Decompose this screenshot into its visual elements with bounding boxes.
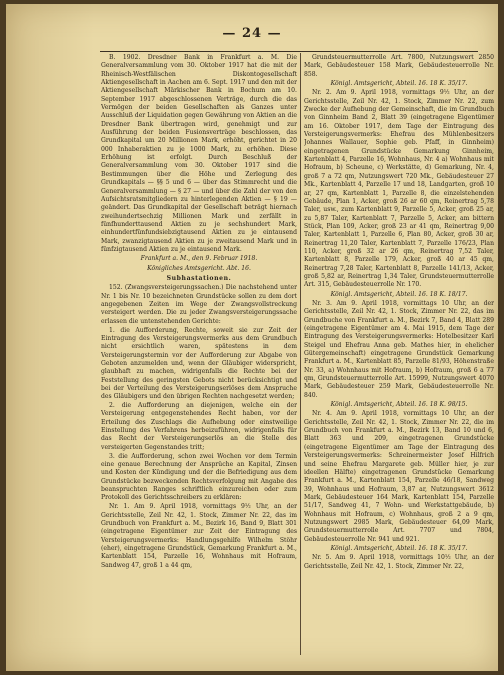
text-paragraph: Nr. 5. Am 9. April 1918, vormittags 10½ Uhr, an der Gerichtsstelle, Zeil Nr. 42, 1. Stock, Zimmer Nr. 22, [304,554,494,570]
text-paragraph: B. 1902. Dresdner Bank in Frankfurt a. M. Die Generalversammlung vom 30. Oktober 1917 hat die mit der Rheinisch-Westfälischen Diskontogesellschaft Aktiengesellschaft in Aachen am 6. Sept. 1917 und den mit der Aktiengesellschaft Märkischer Bank in Bochum am 10. September 1917 abgeschlossenen Verträge, durch die das Vermögen der beiden Gesellschaften als Ganzes unter Ausschluß der Liquidation gegen Gewährung von Aktien an die Dresdner Bank übertragen wird, genehmigt und zur Ausführung der beiden Fusionsverträge beschlossen, das Grundkapital um 20 Millionen Mark, erhöht, gerichtet in 20 000 Inhaberaktien zu je 1000 Mark, zu erhöhen. Diese Erhöhung ist erfolgt. Durch Beschluß der Generalversammlung vom 30. Oktober 1917 sind die Bestimmungen über die Höhe und Zerlegung des Grundkapitals — §§ 5 und 6 — über das Stimmrecht und die Generalversammlung — § 27 — und über die Zahl der von den Aufsichtsratsmitgliedern zu hinterlegenden Aktien — § 19 — geändert. Das Grundkapital der Gesellschaft beträgt hiernach zweihundertsechzig Millionen Mark und zerfällt in fünfhunderttausend Aktien zu je sechshundert Mark, einhundertfünfundsiebzigtausend Aktien zu je eintausend Mark, zwanzigtausend Aktien zu je zweitausend Mark und in fünfzigtausend Aktien zu je eintausend Mark. [101,54,297,253]
signature-line: Königliches Amtsgericht. Abt. 16. [147,264,251,272]
text-paragraph: 152. (Zwangsversteigerungssachen.) Die nachstehend unter Nr. 1 bis Nr. 10 bezeichneten Grundstücke sollen zu dem dort angegebenen Zeiten im Wege der Zwangsvollstreckung versteigert werden. Die zu jeder Zwangsversteigerungssache erlassen die untenstehenden Gerichte: [101,284,297,325]
text-paragraph: 3. die Aufforderung, schon zwei Wochen vor dem Termin eine genaue Berechnung der Ansprüche an Kapital, Zinsen und Kosten der Kündigung und der die Befriedigung aus dem Grundstücke bezweckenden Rechtsverfolgung mit Angabe des beanspruchten Ranges schriftlich einzureichen oder zum Protokoll des Gerichtsschreibers zu erklären: [101,452,297,502]
text-paragraph: Nr. 4. Am 9. April 1918, vormittags 10 Uhr, an der Gerichtsstelle, Zeil Nr. 42, 1. Stock, Zimmer Nr. 22, die im Grundbuch von Frankfurt a. M., Bezirk 13, Band 10 und 6, Blatt 363 und 209, eingetragenen Grundstücke (eingetragene Eigentümer am Tage der Eintragung des Versteigerungsvermerks: Schreinermeister Josef Hilfrich und seine Ehefrau Margarete geb. Müller hier, je zur ideellen Hälfte) eingetragenen Grundstücke Gemarkung Frankfurt a. M., Kartenblatt 154, Parzelle 46/18, Sandweg 39, Wohnhaus und Hofraum, 3,87 ar, Nutzungswert 3612 Mark, Gebäudesteuer 164 Mark, Kartenblatt 154, Parzelle 51/17, Sandweg 41, 7 Wohn- und Werkstattgebäude, b) Wohnhaus mit Hofraum, c) Wohnhaus, groß 2 a 9 qm, Nutzungswert 2985 Mark, Gebäudesteuer 64,09 Mark, Grundsteuermutterrolle Art. 7707 und 7804, Gebäudesteuerrolle Nr. 941 und 921. [304,410,494,543]
text-paragraph: 1. die Aufforderung, Rechte, soweit sie zur Zeit der Eintragung des Versteigerungsvermerks aus dem Grundbuch nicht ersichtlich waren, spätestens in dem Versteigerungstermin vor der Aufforderung zur Abgabe von Geboten anzumelden und, wenn der Gläubiger widerspricht, glaubhaft zu machen, widrigenfalls die Rechte bei der Feststellung des geringsten Gebots nicht berücksichtigt und bei der Verteilung des Versteigerungserlöses dem Anspruche des Gläubigers und den übrigen Rechten nachgesetzt werden; [101,326,297,401]
page-margin [6,4,94,671]
column-divider [300,53,301,655]
newspaper-page [6,4,498,671]
signature-line: Königl. Amtsgericht, Abteil. 16. 18 K. 18/17. [330,290,468,298]
text-paragraph: Grundsteuermutterrolle Art. 7800, Nutzungswert 2850 Mark, Gebäudesteuer 158 Mark, Gebäudesteuerrolle Nr. 858. [304,54,494,78]
right-column [304,54,494,657]
text-paragraph: Nr. 3. Am 9. April 1918, vormittags 10 Uhr, an der Gerichtsstelle, Zeil Nr. 42, 1. Stock, Zimmer Nr. 22, das im Grundbuche von Frankfurt a. M., Bezirk 7, Band 4, Blatt 289 (eingetragene Eigentümer am 4. Mai 1915, dem Tage der Eintragung des Versteigerungsvermerks: Hotelbesitzer Karl Steigel und Ehefrau Anna geb. Mathes hier, in ehelicher Gütergemeinschaft) eingetragene Grundstück Gemarkung Frankfurt a. M., Kartenblatt 85, Parzelle 81/93, Höhenstraße Nr. 33, a) Wohnhaus mit Hofraum, b) Hofraum, groß 6 a 77 qm, Grundsteuermutterrolle Art. 15999, Nutzungswert 4070 Mark, Gebäudesteuer 259 Mark, Gebäudesteuerrolle Nr. 840. [304,299,494,399]
section-heading: Subhastationen. [166,274,232,282]
left-column [101,54,297,657]
header-rule [100,51,478,52]
text-paragraph: 2. die Aufforderung an diejenigen, welche ein der Versteigerung entgegenstehendes Recht haben, vor der Erteilung des Zuschlags die Aufhebung oder einstweilige Einstellung des Verfahrens herbeizuführen, widrigenfalls für das Recht der Versteigerungserlös an die Stelle des versteigerten Gegenstandes tritt; [101,402,297,451]
page-number: — 24 — [222,26,282,41]
signature-line: Frankfurt a. M., den 9. Februar 1918. [140,255,258,263]
signature-line: Königl. Amtsgericht, Abteil. 16. 18 K. 35/17. [330,544,468,552]
signature-line: Königl. Amtsgericht, Abteil. 16. 18 K. 98/15. [330,401,468,409]
signature-line: Königl. Amtsgericht, Abteil. 16. 18 K. 35/17. [330,80,468,88]
text-paragraph: Nr. 2. Am 9. April 1918, vormittags 9½ Uhr, an der Gerichtsstelle, Zeil Nr. 42, 1. Stock, Zimmer Nr. 22, zum Zwecke der Aufhebung der Gemeinschaft, die im Grundbuch von Ginnheim Band 2, Blatt 39 (eingetragene Eigentümer am 16. Oktober 1917, dem Tage der Eintragung des Versteigerungsvermerks: Ehefrau des Mühlenbesitzers Johannes Wallauer, Sophie geb. Pfaff, in Ginnheim) eingetragenen Grundstücke Gemarkung Ginnheim, Kartenblatt 4, Parzelle 16, Wohnhaus, Nr. 4 a) Wohnhaus mit Hofraum, b) Scheune, c) Werkstätte, d) Gemarkung, Nr. 4, groß 7 a 72 qm, Nutzungswert 720 Mk., Gebäudesteuer 27 Mk., Kartenblatt 4, Parzelle 17 und 18, Landgarten, groß 10 ar, 27 qm, Kartenblatt 1, Parzelle 8, die einzelstehenden Gebäude, Plan 1, Acker, groß 26 ar 60 qm, Reinertrag 5,78 Taler, usw., zum Kartenblatt 9, Parzelle 5, Acker, groß 25 ar, zu 5,87 Taler, Kartenblatt 7, Parzelle 5, Acker, am bittern Stück, Plan 109, Acker, groß 23 ar 41 qm, Reinertrag 9,00 Taler, Kartenblatt 1, Parzelle 6, Plan 80, Acker, groß 30 ar, Reinertrag 11,20 Taler, Kartenblatt 7, Parzelle 176/23, Plan 110, Acker, groß 32 ar 26 qm, Reinertrag 7,52 Taler, Kartenblatt 8, Parzelle 179, Acker, groß 40 ar 45 qm, Reinertrag 7,28 Taler, Kartenblatt 8, Parzelle 141/13, Acker, groß 5,82 ar, Reinertrag 1,34 Taler, Grundsteuermutterrolle Art. 315, Gebäudesteuerrolle Nr. 170. [304,89,494,289]
text-paragraph: Nr. 1. Am 9. April 1918, vormittags 9½ Uhr, an der Gerichtsstelle, Zeil Nr. 42, 1. Stock, Zimmer Nr. 22, das im Grundbuch von Frankfurt a. M., Bezirk 16, Band 9, Blatt 301 (eingetragene Eigentümer zur Zeit der Eintragung des Versteigerungsvermerks: Handlungsgehilfe Wilhelm Stöhr (eher), eingetragene Grundstück, Gemarkung Frankfurt a. M., Kartenblatt 154, Parzelle 16, Wohnhaus mit Hofraum, Sandweg 47, groß 1 a 44 qm, [101,503,297,569]
